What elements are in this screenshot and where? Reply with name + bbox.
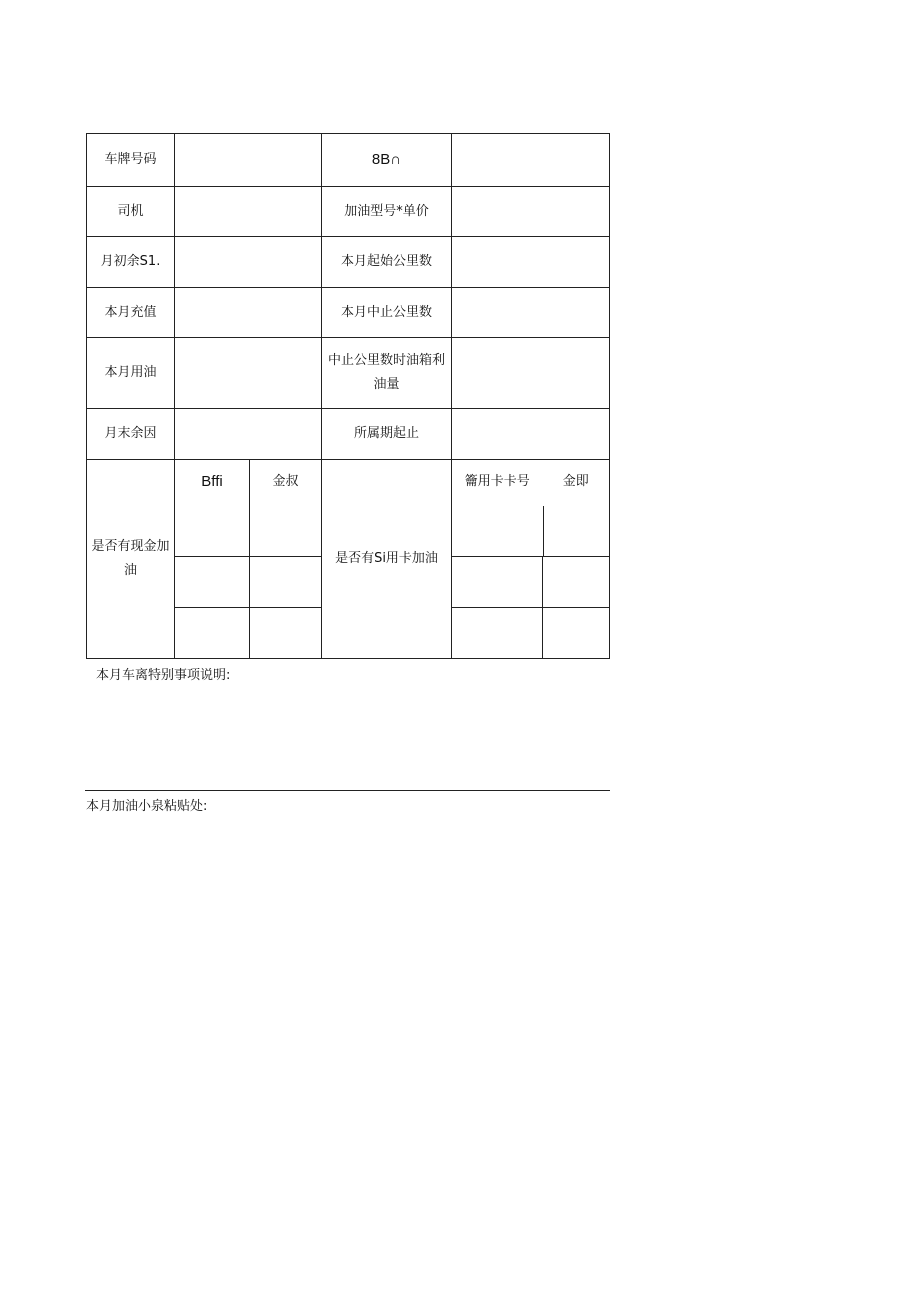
card-row2-col2[interactable] bbox=[543, 608, 610, 659]
date-value-cell[interactable] bbox=[452, 134, 610, 187]
month-end-balance-value-cell[interactable] bbox=[175, 409, 322, 460]
cash-row1-col1[interactable] bbox=[175, 557, 250, 608]
plate-value-cell[interactable] bbox=[175, 134, 322, 187]
cash-fuel-label: 是否有现金加油 bbox=[87, 460, 175, 659]
end-km-label: 本月中止公里数 bbox=[322, 288, 452, 338]
card-fuel-label: 是否有Si用卡加油 bbox=[322, 460, 452, 659]
card-row2-col1[interactable] bbox=[452, 608, 543, 659]
fuel-record-form bbox=[86, 133, 610, 659]
card-col1-header: 籥用卡卡号 bbox=[452, 460, 543, 557]
date-label: 8B∩ bbox=[322, 134, 452, 187]
cash-row2-col2[interactable] bbox=[250, 608, 322, 659]
fuel-type-value-cell[interactable] bbox=[452, 187, 610, 237]
card-col2-header: 金即 bbox=[543, 460, 610, 557]
fuel-type-label: 加油型号*单价 bbox=[322, 187, 452, 237]
driver-value-cell[interactable] bbox=[175, 187, 322, 237]
month-start-balance-label: 月初余S1. bbox=[87, 237, 175, 288]
cash-row2-col1[interactable] bbox=[175, 608, 250, 659]
period-label: 所属期起止 bbox=[322, 409, 452, 460]
period-value-cell[interactable] bbox=[452, 409, 610, 460]
recharge-label: 本月充值 bbox=[87, 288, 175, 338]
end-tank-label: 中止公里数时油箱利油量 bbox=[322, 338, 452, 409]
plate-label: 车牌号码 bbox=[87, 134, 175, 187]
section-divider bbox=[85, 790, 610, 791]
cash-col1-header: Bffi bbox=[175, 460, 250, 557]
cash-row1-col2[interactable] bbox=[250, 557, 322, 608]
cash-col2-header: 金叔 bbox=[250, 460, 322, 557]
special-notes-label: 本月车离特别事项说明: bbox=[96, 668, 231, 683]
driver-label: 司机 bbox=[87, 187, 175, 237]
month-start-balance-value-cell[interactable] bbox=[175, 237, 322, 288]
card-row1-col2[interactable] bbox=[543, 557, 610, 608]
end-tank-value-cell[interactable] bbox=[452, 338, 610, 409]
fuel-used-label: 本月用油 bbox=[87, 338, 175, 409]
start-km-value-cell[interactable] bbox=[452, 237, 610, 288]
receipt-paste-label: 本月加油小泉粘贴处: bbox=[86, 799, 208, 814]
end-km-value-cell[interactable] bbox=[452, 288, 610, 338]
card-row1-col1[interactable] bbox=[452, 557, 543, 608]
month-end-balance-label: 月末余因 bbox=[87, 409, 175, 460]
recharge-value-cell[interactable] bbox=[175, 288, 322, 338]
start-km-label: 本月起始公里数 bbox=[322, 237, 452, 288]
fuel-used-value-cell[interactable] bbox=[175, 338, 322, 409]
